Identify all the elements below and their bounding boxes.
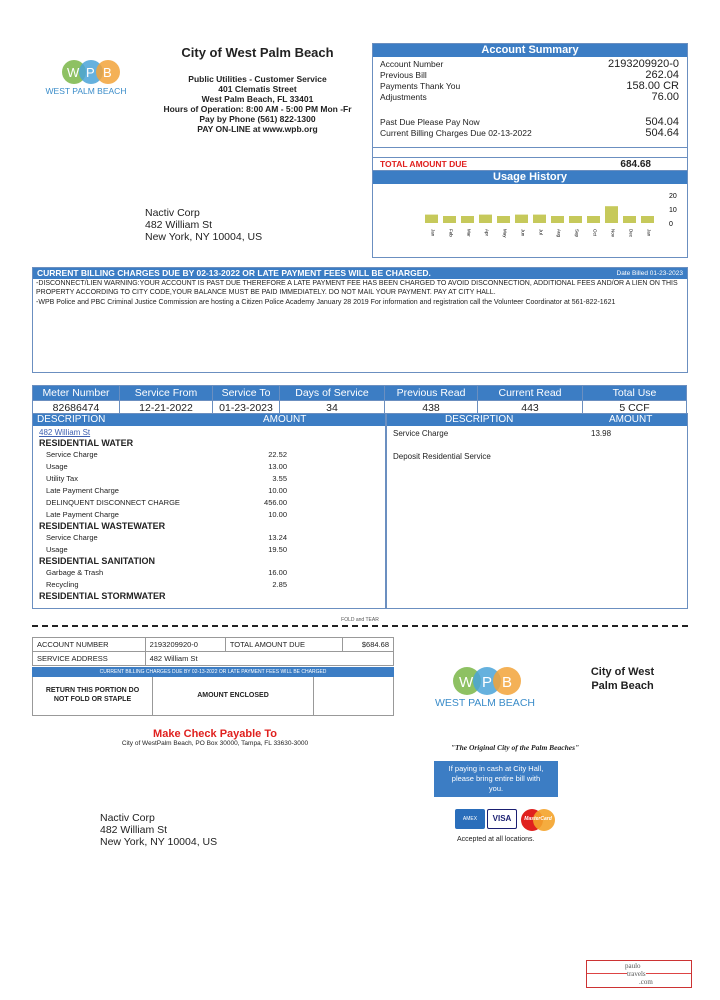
usage-bar xyxy=(569,216,582,223)
usage-bar xyxy=(641,216,654,223)
stub-customer-street: 482 William St xyxy=(100,824,168,836)
charge-line-item: Service Charge 22.52 xyxy=(46,450,287,459)
usage-bar xyxy=(425,215,438,223)
summary-total-row xyxy=(380,159,651,170)
charge-line-item: Utility Tax 3.55 xyxy=(46,474,287,483)
card-logos xyxy=(455,809,555,831)
notice-heading: CURRENT BILLING CHARGES DUE BY 02-13-2022 OR LATE PAYMENT FEES WILL BE CHARGED. xyxy=(37,268,431,278)
logo-caption: WEST PALM BEACH xyxy=(45,86,127,96)
charges-right-header: DESCRIPTION AMOUNT xyxy=(387,414,687,426)
charges-right-panel xyxy=(386,413,688,609)
stub-return-text: RETURN THIS PORTION DO NOT FOLD OR STAPLE xyxy=(33,677,153,715)
customer-city: New York, NY 10004, US xyxy=(145,231,263,243)
charge-line-item: Service Charge 13.24 xyxy=(46,533,287,542)
stub-service-label: SERVICE ADDRESS xyxy=(33,652,146,666)
stub-due-notice: CURRENT BILLING CHARGES DUE BY 02-13-2022 OR LATE PAYMENT FEES WILL BE CHARGED xyxy=(32,667,394,677)
dept-line: Public Utilities - Customer Service xyxy=(188,74,327,84)
online-line: PAY ON-LINE at www.wpb.org xyxy=(197,124,318,134)
stub-service-value: 482 William St xyxy=(145,652,393,666)
logo-letter-p: P xyxy=(86,65,95,80)
wpb-logo xyxy=(36,58,136,100)
summary-row-payments: Payments Thank You 158.00 CR xyxy=(380,80,679,92)
meter-value-row: 82686474 12-21-2022 01-23-2023 34 438 443 5 CCF xyxy=(33,401,687,415)
x-tick-label: Oct xyxy=(592,229,598,237)
customer-name: Nactiv Corp xyxy=(145,207,200,219)
x-tick-label: Jun xyxy=(520,229,526,237)
stub-total-label: TOTAL AMOUNT DUE xyxy=(225,638,343,652)
usage-bar xyxy=(479,215,492,223)
payable-address: City of WestPalm Beach, PO Box 30000, Tampa, FL 33630-3000 xyxy=(121,740,309,747)
customer-street: 482 William St xyxy=(145,219,213,231)
cash-note: If paying in cash at City Hall, please bring entire bill with you. xyxy=(434,761,558,797)
notice-panel xyxy=(32,267,688,373)
usage-bar xyxy=(533,215,546,223)
stub-account-value: 2193209920-0 xyxy=(145,638,225,652)
stub-table xyxy=(32,637,394,716)
phone-line: Pay by Phone (561) 822-1300 xyxy=(199,114,316,124)
city-title: City of West Palm Beach xyxy=(181,45,334,60)
svg-text:B: B xyxy=(502,674,513,691)
customer-address xyxy=(145,207,262,243)
stub-logo xyxy=(425,664,545,712)
usage-bar xyxy=(587,216,600,223)
right-deposit-label: Deposit Residential Service xyxy=(393,452,491,461)
visa-icon: VISA xyxy=(487,809,517,829)
charge-sections xyxy=(39,438,379,602)
x-tick-label: Sep xyxy=(574,229,580,238)
y-tick-label: 0 xyxy=(669,221,673,228)
amount-enclosed-field[interactable] xyxy=(314,677,393,715)
meter-header-row: Meter Number Service From Service To Days of Service Previous Read Current Read Total Use xyxy=(33,386,687,401)
city-state-line: West Palm Beach, FL 33401 xyxy=(201,94,314,104)
charges-left-panel xyxy=(32,413,386,609)
x-tick-label: Dec xyxy=(628,229,634,238)
mastercard-icon: MasterCard xyxy=(519,809,555,831)
charges-left-header: DESCRIPTION AMOUNT xyxy=(33,414,385,426)
stub-customer-city: New York, NY 10004, US xyxy=(100,836,218,848)
service-address-link[interactable]: 482 William St xyxy=(39,428,91,437)
slogan: "The Original City of the Palm Beaches" xyxy=(450,743,580,752)
charge-line-item: Recycling 2.85 xyxy=(46,580,287,589)
charge-section-title: RESIDENTIAL WASTEWATER xyxy=(39,521,166,531)
fold-label: FOLD and TEAR xyxy=(341,617,379,623)
usage-bar xyxy=(515,215,528,223)
right-service-charge: Service Charge xyxy=(393,429,449,438)
watermark-logo: paulo travels .com xyxy=(586,960,692,988)
summary-row-previous: Previous Bill 262.04 xyxy=(380,69,679,81)
usage-history-panel xyxy=(372,170,688,258)
usage-history-chart xyxy=(373,185,687,258)
charge-line-item: Late Payment Charge 10.00 xyxy=(46,510,287,519)
usage-bar xyxy=(497,216,510,223)
charge-section-title: RESIDENTIAL SANITATION xyxy=(39,556,156,566)
stub-account-label: ACCOUNT NUMBER xyxy=(33,638,146,652)
payable-title: Make Check Payable To xyxy=(153,728,277,740)
stub-logo-caption: WEST PALM BEACH xyxy=(435,697,535,709)
stub-logo-circles xyxy=(425,664,545,698)
summary-row-account: Account Number 2193209920-0 xyxy=(380,58,679,70)
svg-text:W: W xyxy=(459,674,474,691)
accepted-text: Accepted at all locations. xyxy=(457,836,535,843)
street-line: 401 Clematis Street xyxy=(218,84,297,94)
usage-history-title: Usage History xyxy=(373,171,687,184)
x-tick-label: Jul xyxy=(538,229,544,235)
x-tick-label: Apr xyxy=(484,229,490,237)
x-tick-label: Jan xyxy=(646,229,652,237)
total-label: TOTAL AMOUNT DUE xyxy=(380,159,468,169)
summary-row-past-due: Past Due Please Pay Now 504.04 xyxy=(380,116,679,128)
summary-row-adjustments: Adjustments 76.00 xyxy=(380,91,679,103)
summary-row-current: Current Billing Charges Due 02-13-2022 504.64 xyxy=(380,127,679,139)
x-tick-label: Feb xyxy=(448,229,454,237)
stub-customer-address xyxy=(100,812,217,848)
usage-bar xyxy=(551,216,564,223)
svg-text:P: P xyxy=(482,674,493,691)
x-tick-label: Nov xyxy=(610,229,616,238)
logo-letter-w: W xyxy=(67,65,80,80)
stub-total-value: $684.68 xyxy=(343,638,394,652)
x-tick-label: Jan xyxy=(430,229,436,237)
total-value: 684.68 xyxy=(620,159,651,170)
usage-bar xyxy=(605,206,618,223)
logo-letter-b: B xyxy=(103,65,112,80)
fold-divider xyxy=(32,625,688,627)
stub-city-block: City of West Palm Beach xyxy=(590,666,655,692)
stub-customer-name: Nactiv Corp xyxy=(100,812,155,824)
amex-icon: AMEX xyxy=(455,809,485,829)
charge-line-item: DELINQUENT DISCONNECT CHARGE 456.00 xyxy=(46,498,287,507)
y-tick-label: 10 xyxy=(669,207,677,214)
x-tick-label: May xyxy=(502,229,508,238)
x-tick-label: Aug xyxy=(556,229,562,238)
charge-line-item: Usage 19.50 xyxy=(46,545,287,554)
charge-line-item: Garbage & Trash 16.00 xyxy=(46,568,287,577)
meter-table xyxy=(32,385,687,415)
account-summary-panel xyxy=(372,43,688,171)
charge-line-item: Late Payment Charge 10.00 xyxy=(46,486,287,495)
y-tick-label: 20 xyxy=(669,193,677,200)
notice-line-2: -WPB Police and PBC Criminal Justice Commission are hosting a Citizen Police Academy January 28 2019 For information and registration call the Volunteer Coordinator at 561-822-1621 xyxy=(36,299,616,306)
x-tick-label: Mar xyxy=(466,229,472,237)
right-service-amount: 13.98 xyxy=(591,429,612,438)
account-summary-title: Account Summary xyxy=(373,44,687,57)
payable-block xyxy=(80,728,350,747)
stub-amount-enclosed: AMOUNT ENCLOSED xyxy=(153,677,314,715)
hours-line: Hours of Operation: 8:00 AM - 5:00 PM Mon -Fr xyxy=(163,104,352,114)
charge-section-title: RESIDENTIAL WATER xyxy=(39,438,134,448)
notice-header xyxy=(33,268,687,279)
notice-line-1: -DISCONNECT/LIEN WARNING:YOUR ACCOUNT IS PAST DUE THEREFORE A LATE PAYMENT FEE HAS BEEN CHARGED TO AVOID DISCONNECTION, ADDITIONAL FEES AND/OR A LIEN ON THIS PROPERTY ACCORDING TO CITY CODE,YOUR BALANCE MUST BE PAID IMMEDIATELY. DO NOT MAIL YOUR PAYMENT. PAY AT CITY HALL. xyxy=(36,280,678,296)
usage-bar xyxy=(443,216,456,223)
usage-bar xyxy=(461,216,474,223)
date-billed: Date Billed 01-23-2023 xyxy=(616,270,683,277)
usage-bar xyxy=(623,216,636,223)
charge-section-title: RESIDENTIAL STORMWATER xyxy=(39,591,166,601)
header-block xyxy=(145,45,370,134)
charge-line-item: Usage 13.00 xyxy=(46,462,287,471)
